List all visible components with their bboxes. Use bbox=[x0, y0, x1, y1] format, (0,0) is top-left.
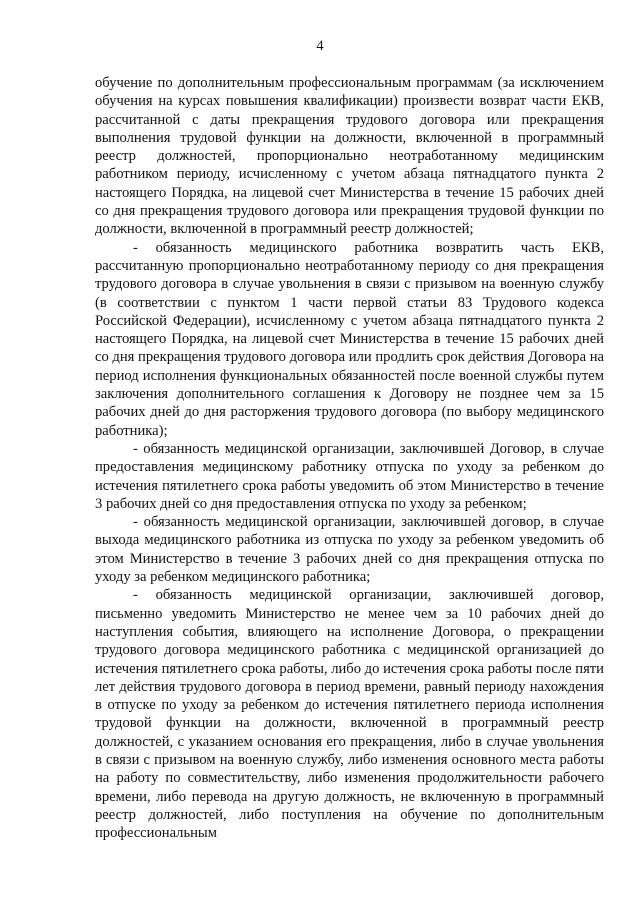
page-number: 4 bbox=[316, 38, 324, 54]
document-body bbox=[95, 74, 604, 842]
paragraph-leave-return-notification: - обязанность медицинской организации, заключившей договор, в случае выхода медицинского работника из отпуска по уходу за ребенком уведомить об этом Министерство в течение 3 рабочих дней со дня прекращения отпуска по уходу за ребенком медицинского работника; bbox=[95, 514, 604, 586]
paragraph-leave-notification: - обязанность медицинской организации, заключившей Договор, в случае предоставления медицинскому работнику отпуска по уходу за ребенком до истечения пятилетнего срока работы уведомить об этом Министерство в течение 3 рабочих дней со дня предоставления отпуска по уходу за ребенком; bbox=[95, 440, 604, 512]
paragraph-worker-obligation: - обязанность медицинского работника возвратить часть ЕКВ, рассчитанную пропорционально неотработанному периоду со дня прекращения трудового договора в случае увольнения в связи с призывом на военную службу (в соответствии с пунктом 1 части первой статьи 83 Трудового кодекса Российской Федерации), исчисленному с учетом абзаца пятнадцатого пункта 2 настоящего Порядка, на лицевой счет Министерства в течение 15 рабочих дней со дня прекращения трудового договора или продлить срок действия Договора на период исполнения функциональных обязанностей после военной службы путем заключения дополнительного соглашения к Договору не позднее чем за 15 рабочих дней до дня расторжения трудового договора (по выбору медицинского работника); bbox=[95, 239, 604, 439]
paragraph-continuation: обучение по дополнительным профессиональным программам (за исключением обучения на курсах повышения квалификации) произвести возврат части ЕКВ, рассчитанной с даты прекращения трудового договора или прекращения выполнения трудовой функции на должности, включенной в программный реестр должностей, пропорционально неотработанному медицинским работником периоду, исчисленному с учетом абзаца пятнадцатого пункта 2 настоящего Порядка, на лицевой счет Министерства в течение 15 рабочих дней со дня прекращения трудового договора или прекращения трудовой функции по должности, включенной в программный реестр должностей; bbox=[95, 75, 604, 238]
paragraph-termination-notification: - обязанность медицинской организации, заключившей договор, письменно уведомить Министерство не менее чем за 10 рабочих дней до наступления события, влияющего на исполнение Договора, о прекращении трудового договора медицинского работника с медицинской организацией до истечения пятилетнего срока работы, либо до истечения срока работы после пяти лет действия трудового договора в период времени, равный периоду нахождения в отпуске по уходу за ребенком до истечения пятилетнего периода исполнения трудовой функции на должности, включенной в программный реестр должностей, с указанием основания его прекращения, либо в случае увольнения в связи с призывом на военную службу, либо изменения основного места работы на работу по совместительству, либо изменения продолжительности рабочего времени, либо перевода на другую должность, не включенную в программный реестр должностей, либо поступления на обучение по дополнительным профессиональным bbox=[95, 587, 604, 842]
